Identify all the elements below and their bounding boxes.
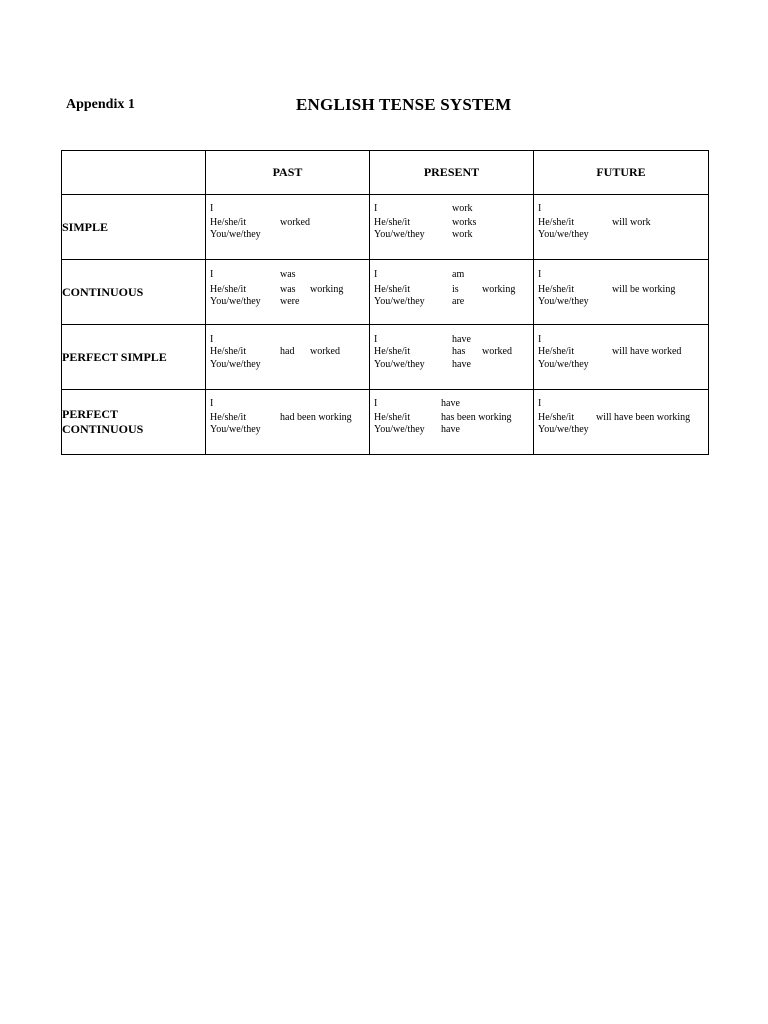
subject: You/we/they <box>210 229 261 240</box>
conjugation-line <box>374 202 473 215</box>
conjugation-line <box>538 423 589 436</box>
verb-form: had been working <box>280 412 352 423</box>
cell-present <box>370 260 534 325</box>
cell-present <box>370 325 534 390</box>
verb-form: was <box>280 269 296 280</box>
subject: You/we/they <box>210 296 261 307</box>
cell-past <box>206 325 370 390</box>
table-header-row <box>62 151 709 195</box>
subject: You/we/they <box>210 424 261 435</box>
cell-past <box>206 390 370 455</box>
subject: He/she/it <box>374 217 411 228</box>
verb-form: has been working <box>441 412 512 423</box>
subject: I <box>374 398 378 409</box>
participle: working <box>482 284 516 295</box>
verb-form: will work <box>612 217 651 228</box>
tense-table <box>61 150 709 455</box>
subject: He/she/it <box>538 217 575 228</box>
conjugation-line <box>210 202 213 215</box>
subject: I <box>210 398 214 409</box>
conjugation-line <box>374 268 465 281</box>
verb-form: were <box>280 296 300 307</box>
row-label <box>62 195 206 260</box>
cell-future <box>534 325 709 390</box>
subject: You/we/they <box>210 359 261 370</box>
row-label-line: SIMPLE <box>62 219 109 234</box>
row-label <box>62 260 206 325</box>
row-label <box>62 390 206 455</box>
table-row <box>62 325 709 390</box>
row-label-line: PERFECT <box>62 407 119 421</box>
row-label-line: CONTINUOUS <box>62 284 144 299</box>
conjugation-line <box>210 397 213 410</box>
conjugation-line <box>374 228 473 241</box>
subject: You/we/they <box>374 424 425 435</box>
verb-form: work <box>452 203 473 214</box>
subject: You/we/they <box>538 424 589 435</box>
column-header-future: FUTURE <box>534 151 709 195</box>
verb-form: will have worked <box>612 346 682 357</box>
conjugation-line <box>210 268 296 281</box>
conjugation-line <box>538 295 589 308</box>
subject: He/she/it <box>374 284 411 295</box>
row-label-line: PERFECT SIMPLE <box>62 349 167 364</box>
verb-form: have <box>452 359 471 370</box>
conjugation-line <box>374 295 465 308</box>
verb-form: am <box>452 269 465 280</box>
table-row <box>62 195 709 260</box>
cell-present <box>370 195 534 260</box>
subject: He/she/it <box>538 346 575 357</box>
cell-past <box>206 195 370 260</box>
table-row <box>62 390 709 455</box>
row-label-line: CONTINUOUS <box>62 422 144 436</box>
verb-form: have <box>441 424 460 435</box>
conjugation-line <box>210 358 261 371</box>
subject: He/she/it <box>210 346 247 357</box>
verb-form: are <box>452 296 465 307</box>
conjugation-line <box>538 345 682 358</box>
column-header-present: PRESENT <box>370 151 534 195</box>
row-label <box>62 325 206 390</box>
subject: I <box>374 334 378 345</box>
subject: I <box>374 269 378 280</box>
conjugation-line <box>538 202 541 215</box>
conjugation-line <box>538 268 541 281</box>
verb-form: will be working <box>612 284 676 295</box>
conjugation-line <box>210 295 300 308</box>
conjugation-line <box>210 228 261 241</box>
subject: He/she/it <box>374 346 411 357</box>
subject: I <box>538 269 542 280</box>
participle: worked <box>310 346 340 357</box>
column-header-past: PAST <box>206 151 370 195</box>
verb-form: work <box>452 229 473 240</box>
cell-future <box>534 260 709 325</box>
conjugation-line <box>374 397 460 410</box>
conjugation-line <box>374 345 512 358</box>
cell-past <box>206 260 370 325</box>
subject: I <box>538 334 542 345</box>
participle: worked <box>482 346 512 357</box>
conjugation-line <box>374 358 471 371</box>
appendix-label: Appendix 1 <box>66 97 135 112</box>
subject: You/we/they <box>374 296 425 307</box>
subject: I <box>210 334 214 345</box>
page-title: ENGLISH TENSE SYSTEM <box>296 95 512 114</box>
conjugation-line <box>538 358 589 371</box>
table-row <box>62 260 709 325</box>
subject: I <box>374 203 378 214</box>
cell-future <box>534 195 709 260</box>
subject: You/we/they <box>538 229 589 240</box>
subject: He/she/it <box>210 284 247 295</box>
verb-form: have <box>441 398 460 409</box>
subject: He/she/it <box>210 412 247 423</box>
conjugation-line <box>538 397 541 410</box>
subject: He/she/it <box>374 412 411 423</box>
corner-cell <box>62 151 206 195</box>
subject: I <box>538 203 542 214</box>
conjugation-line <box>374 423 460 436</box>
subject: He/she/it <box>538 284 575 295</box>
subject: You/we/they <box>374 359 425 370</box>
conjugation-line <box>210 423 261 436</box>
conjugation-line <box>538 228 589 241</box>
subject: You/we/they <box>374 229 425 240</box>
verb-form: is <box>452 284 459 295</box>
subject: I <box>210 269 214 280</box>
subject: You/we/they <box>538 359 589 370</box>
verb-form: works <box>452 217 477 228</box>
verb-form: has <box>452 346 466 357</box>
conjugation-line <box>210 345 340 358</box>
subject: I <box>538 398 542 409</box>
verb-form: was <box>280 284 296 295</box>
participle: working <box>310 284 344 295</box>
subject: He/she/it <box>538 412 575 423</box>
verb-form: worked <box>280 217 310 228</box>
verb-form: had <box>280 346 295 357</box>
subject: He/she/it <box>210 217 247 228</box>
verb-form: have <box>452 334 471 345</box>
verb-form: will have been working <box>596 412 691 423</box>
subject: You/we/they <box>538 296 589 307</box>
cell-present <box>370 390 534 455</box>
cell-future <box>534 390 709 455</box>
subject: I <box>210 203 214 214</box>
